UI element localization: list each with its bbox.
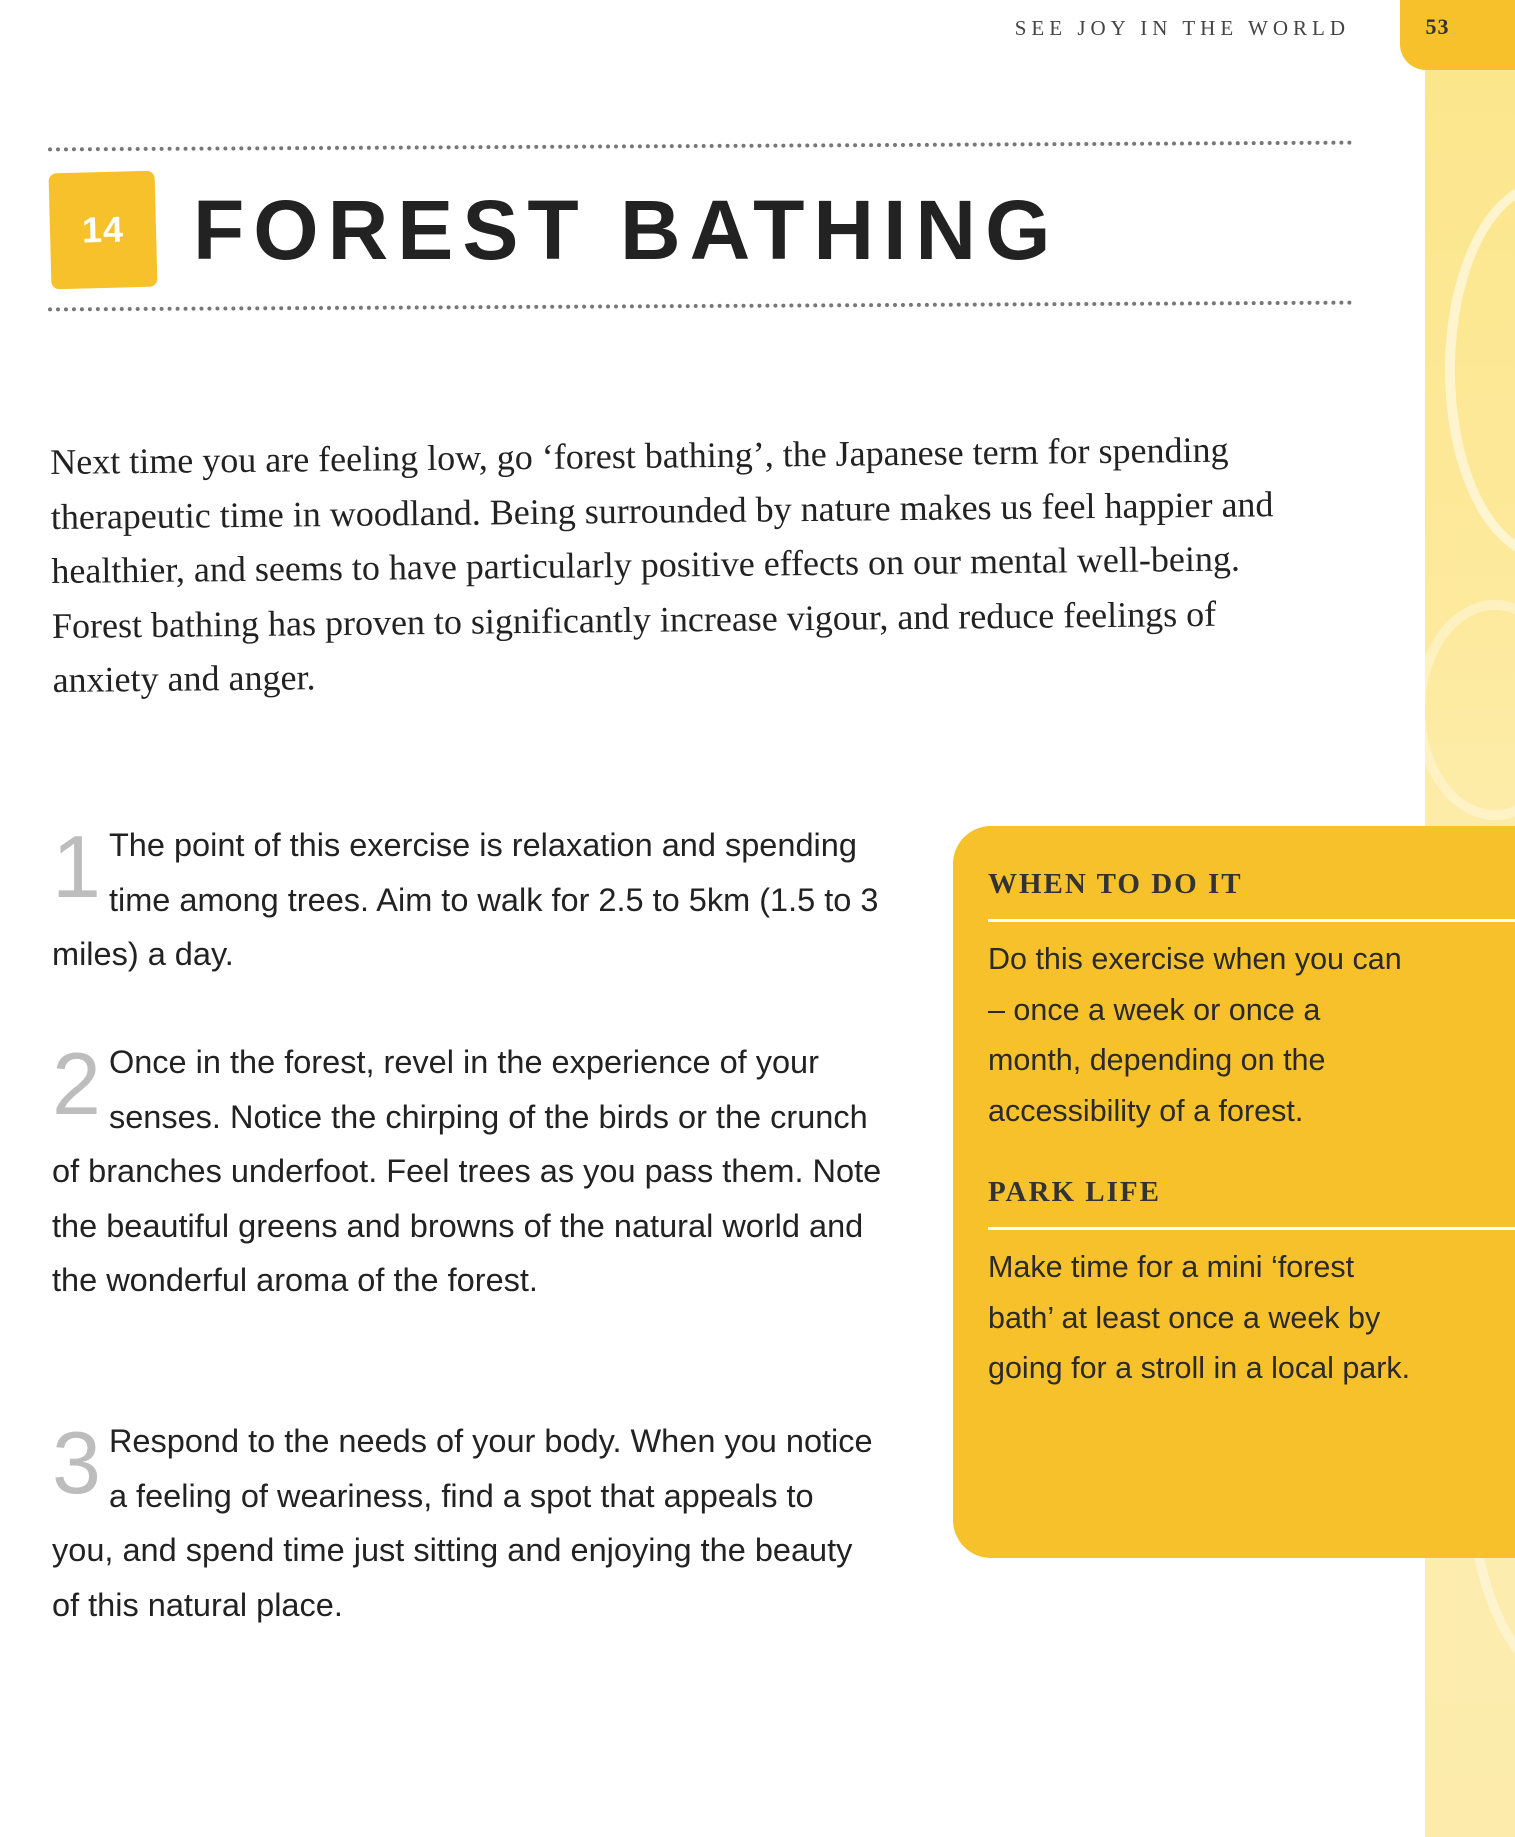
decorative-swirl	[1415, 600, 1515, 820]
park-life-heading: PARK LIFE	[988, 1176, 1161, 1208]
decorative-swirl	[1445, 180, 1515, 560]
step-item	[52, 1035, 882, 1308]
running-head: SEE JOY IN THE WORLD	[1014, 16, 1350, 40]
when-to-do-it-heading: WHEN TO DO IT	[988, 868, 1243, 900]
exercise-number-badge	[48, 171, 157, 290]
exercise-number: 14	[81, 208, 125, 251]
page-title: FOREST BATHING	[193, 183, 1060, 277]
step-item	[52, 818, 882, 982]
step-text: Once in the forest, revel in the experience of your senses. Notice the chirping of the birds or the crunch of branches underfoot. Feel trees as you pass them. Note the beautiful greens and browns of the natural world and the wonderful aroma of the forest.	[52, 1044, 882, 1298]
page-number: 53	[1425, 14, 1450, 39]
step-number: 3	[52, 1413, 101, 1512]
tip-panel	[953, 826, 1515, 1558]
dotted-rule-bottom	[48, 301, 1353, 312]
dotted-rule-top	[48, 141, 1353, 152]
panel-divider	[988, 919, 1515, 922]
when-to-do-it-text: Do this exercise when you can – once a week or once a month, depending on the accessibility of a forest.	[988, 942, 1402, 1128]
step-text: Respond to the needs of your body. When you notice a feeling of weariness, find a spot that appeals to you, and spend time just sitting and enjoying the beauty of this natural place.	[52, 1423, 873, 1623]
panel-divider	[988, 1227, 1515, 1230]
step-number: 1	[52, 817, 101, 916]
park-life-text: Make time for a mini ‘forest bath’ at least once a week by going for a stroll in a local park.	[988, 1250, 1411, 1385]
step-text: The point of this exercise is relaxation and spending time among trees. Aim to walk for 2.5 to 5km (1.5 to 3 miles) a day.	[52, 827, 879, 972]
intro-paragraph: Next time you are feeling low, go ‘forest bathing’, the Japanese term for spending therapeutic time in woodland. Being surrounded by nature makes us feel happier and healthier, and seems to have particularly positive effects on our mental well-being. Forest bathing has proven to significantly increase vigour, and reduce feelings of anxiety and anger.	[50, 429, 1274, 700]
step-item	[52, 1414, 882, 1632]
step-number: 2	[52, 1034, 101, 1133]
